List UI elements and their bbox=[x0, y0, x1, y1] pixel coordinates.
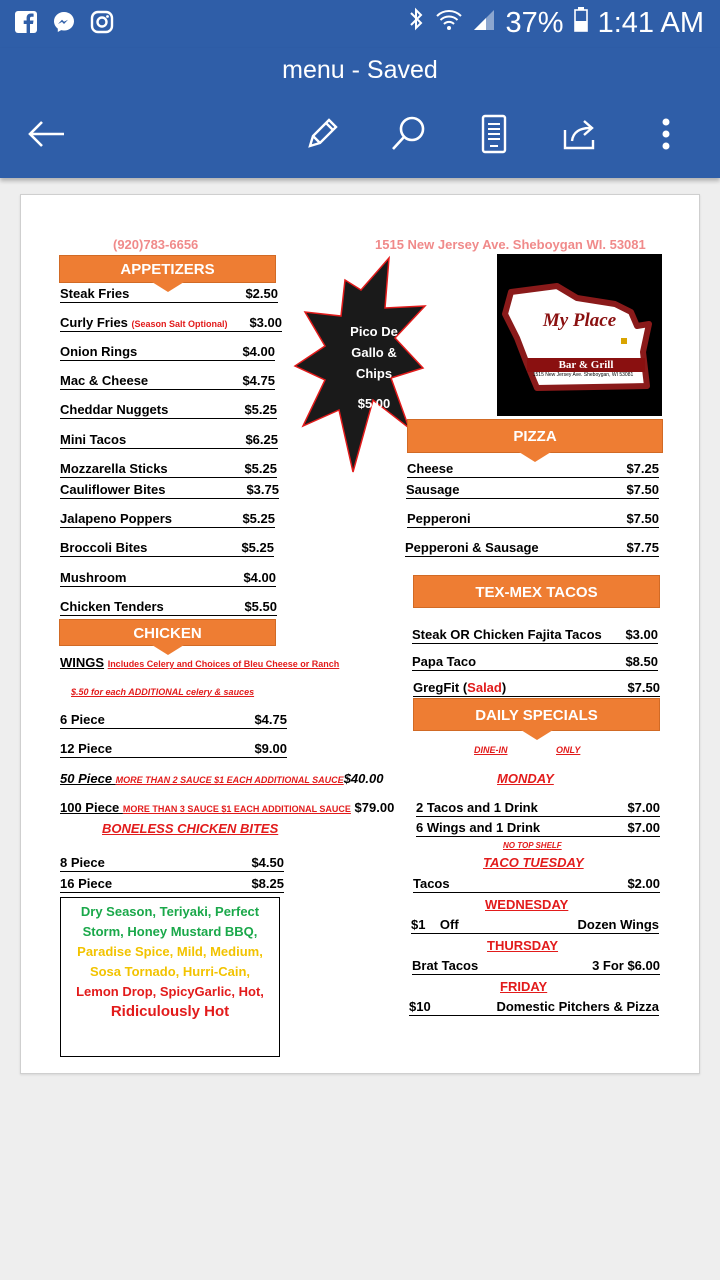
item-name: Broccoli Bites bbox=[60, 540, 148, 555]
item-price: $7.50 bbox=[626, 511, 659, 526]
menu-row-appetizer bbox=[60, 510, 275, 528]
item-price: $4.75 bbox=[254, 712, 287, 727]
item-name: Onion Rings bbox=[60, 344, 138, 359]
item-price: $7.75 bbox=[626, 540, 659, 555]
item-name: Jalapeno Poppers bbox=[60, 511, 172, 526]
item-name: Curly Fries bbox=[60, 315, 132, 330]
messenger-icon bbox=[52, 10, 76, 34]
wings-label: WINGS bbox=[60, 655, 105, 670]
menu-row-tacos bbox=[413, 875, 660, 893]
item-price: $5.25 bbox=[244, 402, 277, 417]
app-toolbar bbox=[0, 48, 720, 178]
banner-arrow bbox=[152, 645, 184, 655]
item-price: $8.50 bbox=[625, 654, 658, 669]
item-name: Chicken Tenders bbox=[60, 599, 164, 614]
wings-note: Includes Celery and Choices of Bleu Cheese or Ranch bbox=[107, 659, 340, 669]
logo-subtitle: Bar & Grill bbox=[527, 358, 645, 372]
dine-in-label: DINE-IN bbox=[474, 745, 508, 755]
menu-row-appetizer bbox=[60, 285, 278, 303]
phone-number: (920)783-6656 bbox=[113, 237, 199, 252]
item-price: $4.75 bbox=[242, 373, 275, 388]
wings-line bbox=[60, 655, 339, 670]
banner-arrow bbox=[521, 730, 553, 740]
item-name: GregFit ( bbox=[413, 680, 468, 695]
no-top-shelf-note: NO TOP SHELF bbox=[503, 841, 562, 850]
pencil-icon bbox=[302, 114, 342, 154]
menu-row-pizza bbox=[405, 539, 659, 557]
additional-sauce-note: $.50 for each ADDITIONAL celery & sauces bbox=[71, 687, 255, 697]
battery-icon bbox=[574, 6, 588, 40]
bluetooth-icon bbox=[408, 6, 426, 40]
tuesday-heading: TACO TUESDAY bbox=[483, 855, 584, 870]
starburst-special bbox=[329, 321, 419, 414]
item-desc: Dozen Wings bbox=[577, 917, 659, 932]
sauces-red: Lemon Drop, SpicyGarlic, Hot, bbox=[76, 984, 264, 999]
item-name: Pepperoni bbox=[407, 511, 471, 526]
wisconsin-map-icon bbox=[497, 254, 662, 416]
menu-row-appetizer bbox=[60, 401, 277, 419]
item-name: Steak Fries bbox=[60, 286, 130, 301]
reading-view-button[interactable] bbox=[470, 110, 518, 158]
starburst-price: $5.00 bbox=[357, 396, 391, 411]
menu-row-boneless bbox=[60, 875, 284, 893]
item-name: Mushroom bbox=[60, 570, 127, 585]
menu-row-wings-off bbox=[411, 916, 659, 934]
item-name: Mac & Cheese bbox=[60, 373, 149, 388]
menu-row-appetizer bbox=[60, 539, 274, 557]
wifi-icon bbox=[436, 7, 462, 40]
address: 1515 New Jersey Ave. Sheboygan WI. 53081 bbox=[375, 237, 646, 252]
clock: 1:41 AM bbox=[597, 6, 704, 39]
pizza-title: PIZZA bbox=[513, 428, 557, 445]
menu-row-monday bbox=[416, 819, 660, 837]
item-price: $7.50 bbox=[626, 482, 659, 497]
share-icon bbox=[560, 114, 600, 154]
item-name: Mini Tacos bbox=[60, 432, 127, 447]
item-note: MORE THAN 3 SAUCE $1 EACH ADDITIONAL SAUCE bbox=[122, 804, 351, 814]
item-name: Pepperoni & Sausage bbox=[405, 540, 539, 555]
item-name: Cheese bbox=[407, 461, 454, 476]
menu-row-100-piece bbox=[60, 800, 410, 815]
menu-row-monday bbox=[416, 799, 660, 817]
item-name: 50 Piece bbox=[60, 771, 116, 786]
item-price: $4.50 bbox=[251, 855, 284, 870]
wednesday-heading: WEDNESDAY bbox=[485, 897, 569, 912]
tacos-title: TEX-MEX TACOS bbox=[475, 584, 598, 601]
edit-button[interactable] bbox=[298, 110, 346, 158]
item-price: $9.00 bbox=[254, 741, 287, 756]
item-name: Papa Taco bbox=[412, 654, 477, 669]
menu-row-appetizer bbox=[60, 569, 276, 587]
item-name: Brat Tacos bbox=[412, 958, 479, 973]
item-price: $40.00 bbox=[343, 771, 384, 786]
sauces-ridiculously-hot: Ridiculously Hot bbox=[110, 1003, 230, 1020]
menu-row-appetizer bbox=[60, 460, 277, 478]
menu-row-appetizer bbox=[60, 343, 275, 361]
appetizers-banner bbox=[59, 255, 276, 283]
sauces-yellow: Paradise Spice, Mild, Medium, Sosa Tornado, Hurri-Cain, bbox=[77, 944, 263, 979]
signal-icon bbox=[472, 7, 496, 40]
item-price: $3.00 bbox=[249, 315, 282, 330]
item-price: $4.00 bbox=[243, 570, 276, 585]
item-price: $7.00 bbox=[627, 820, 660, 835]
starburst-line3: Chips bbox=[355, 366, 393, 381]
chicken-banner bbox=[59, 619, 276, 646]
menu-row-appetizer bbox=[60, 431, 278, 449]
status-bar bbox=[0, 0, 720, 48]
item-price: $4.00 bbox=[242, 344, 275, 359]
document-title: menu - Saved bbox=[282, 56, 438, 84]
item-name: Cheddar Nuggets bbox=[60, 402, 169, 417]
document-page[interactable] bbox=[20, 194, 700, 1074]
item-name: Tacos bbox=[413, 876, 450, 891]
menu-row-wings bbox=[60, 740, 287, 758]
item-name: 8 Piece bbox=[60, 855, 105, 870]
menu-row-appetizer bbox=[60, 372, 275, 390]
item-price: $2.50 bbox=[245, 286, 278, 301]
item-price: $3.75 bbox=[246, 482, 279, 497]
item-name: Cauliflower Bites bbox=[60, 482, 166, 497]
item-name: Sausage bbox=[406, 482, 460, 497]
menu-row-pitchers bbox=[409, 998, 659, 1016]
back-arrow-icon bbox=[26, 119, 66, 149]
item-price: 3 For $6.00 bbox=[592, 958, 660, 973]
friday-heading: FRIDAY bbox=[500, 979, 548, 994]
item-name: 6 Wings and 1 Drink bbox=[416, 820, 541, 835]
item-price: $5.50 bbox=[244, 599, 277, 614]
menu-row-boneless bbox=[60, 854, 284, 872]
starburst-line2: Gallo & bbox=[351, 345, 397, 360]
item-name: 12 Piece bbox=[60, 741, 113, 756]
item-name-salad: Salad bbox=[467, 680, 502, 695]
item-off: Off bbox=[439, 917, 459, 932]
menu-row-appetizer bbox=[60, 314, 282, 332]
item-name: 16 Piece bbox=[60, 876, 113, 891]
item-name-end: ) bbox=[501, 680, 507, 695]
item-price: $6.25 bbox=[245, 432, 278, 447]
search-button[interactable] bbox=[384, 110, 432, 158]
share-button[interactable] bbox=[556, 110, 604, 158]
menu-row-pizza bbox=[407, 460, 659, 478]
battery-percent: 37% bbox=[505, 6, 564, 39]
back-button[interactable] bbox=[22, 110, 70, 158]
monday-heading: MONDAY bbox=[497, 771, 554, 786]
item-price: $7.00 bbox=[627, 800, 660, 815]
item-price: $5.25 bbox=[242, 511, 275, 526]
item-price: $2.00 bbox=[627, 876, 660, 891]
menu-row-wings bbox=[60, 711, 287, 729]
menu-row-pizza bbox=[407, 510, 659, 528]
thursday-heading: THURSDAY bbox=[487, 938, 559, 953]
item-price: $79.00 bbox=[354, 800, 395, 815]
facebook-icon bbox=[14, 10, 38, 34]
more-options-button[interactable] bbox=[642, 110, 690, 158]
pizza-banner bbox=[407, 419, 663, 453]
item-price: $7.50 bbox=[627, 680, 660, 695]
item-price: $7.25 bbox=[626, 461, 659, 476]
menu-row-taco bbox=[412, 653, 658, 671]
sauce-list-box bbox=[60, 897, 280, 1057]
item-name: Mozzarella Sticks bbox=[60, 461, 168, 476]
menu-row-brat-tacos bbox=[412, 957, 660, 975]
item-name: 6 Piece bbox=[60, 712, 105, 727]
search-icon bbox=[388, 114, 428, 154]
item-amount: $10 bbox=[409, 999, 431, 1014]
item-note: MORE THAN 2 SAUCE $1 EACH ADDITIONAL SAUCE bbox=[115, 775, 344, 785]
menu-row-gregfit bbox=[413, 679, 660, 697]
menu-row-50-piece bbox=[60, 771, 394, 786]
bar-logo bbox=[497, 254, 662, 416]
item-price: $5.25 bbox=[244, 461, 277, 476]
logo-name: My Place bbox=[542, 310, 617, 331]
item-amount: $1 bbox=[411, 917, 426, 932]
item-price: $3.00 bbox=[625, 627, 658, 642]
item-name: 2 Tacos and 1 Drink bbox=[416, 800, 538, 815]
item-price: $5.25 bbox=[241, 540, 274, 555]
specials-banner bbox=[413, 698, 660, 731]
starburst-line1: Pico De bbox=[350, 324, 398, 339]
logo-address: 1515 New Jersey Ave. Sheboygan, WI 53081 bbox=[532, 372, 634, 378]
specials-title: DAILY SPECIALS bbox=[475, 707, 598, 724]
chicken-title: CHICKEN bbox=[133, 625, 202, 642]
item-name: 100 Piece bbox=[60, 800, 123, 815]
menu-row-taco bbox=[412, 626, 658, 644]
menu-row-appetizer bbox=[60, 481, 279, 499]
item-name: Steak OR Chicken Fajita Tacos bbox=[412, 627, 602, 642]
more-vertical-icon bbox=[660, 114, 672, 154]
instagram-icon bbox=[90, 10, 114, 34]
item-price: $8.25 bbox=[251, 876, 284, 891]
mobile-view-icon bbox=[479, 114, 509, 154]
sauces-green: Dry Season, Teriyaki, Perfect Storm, Honey Mustard BBQ, bbox=[80, 904, 260, 939]
boneless-heading: BONELESS CHICKEN BITES bbox=[102, 821, 279, 836]
menu-row-pizza bbox=[406, 481, 659, 499]
only-label: ONLY bbox=[556, 745, 581, 755]
item-note: (Season Salt Optional) bbox=[131, 319, 228, 329]
menu-row-appetizer bbox=[60, 598, 277, 616]
item-desc: Domestic Pitchers & Pizza bbox=[496, 999, 659, 1014]
tacos-banner bbox=[413, 575, 660, 608]
appetizers-title: APPETIZERS bbox=[120, 261, 215, 278]
